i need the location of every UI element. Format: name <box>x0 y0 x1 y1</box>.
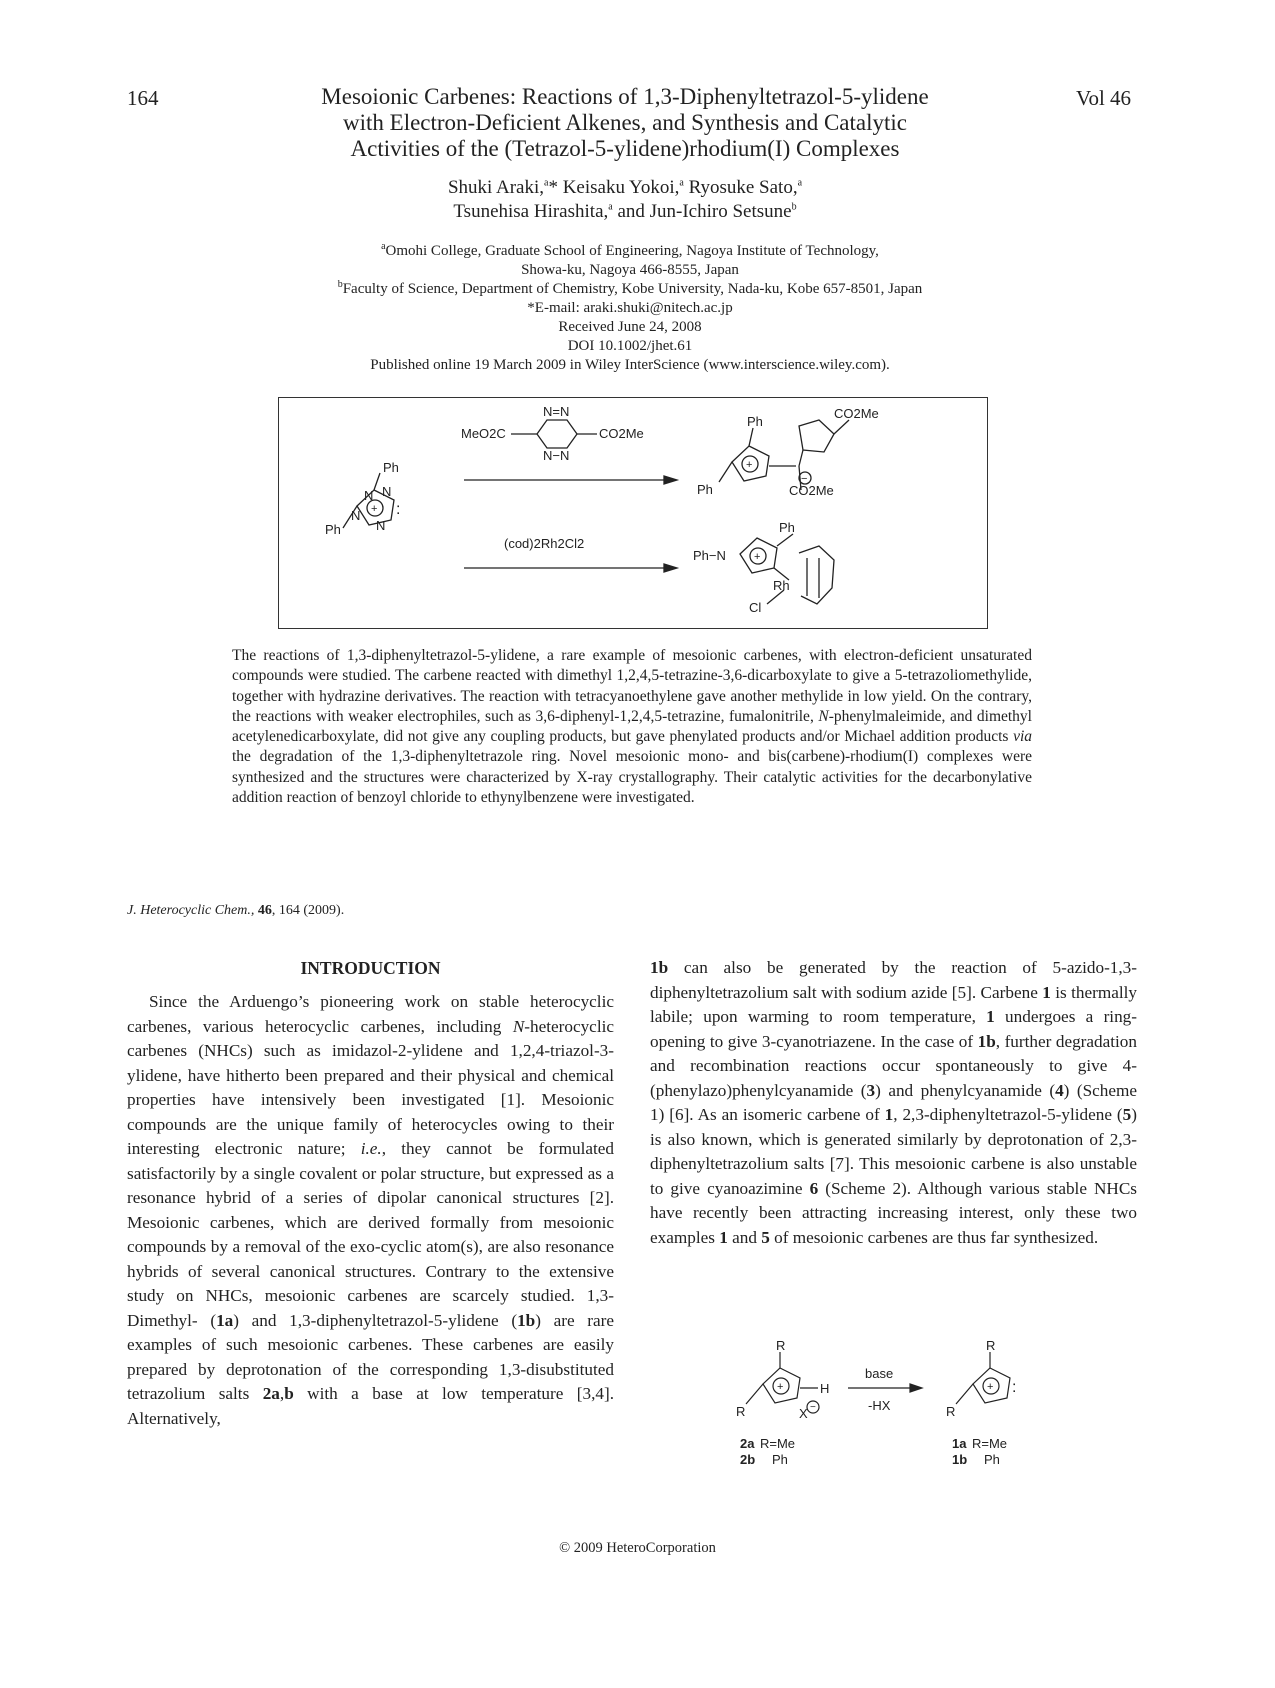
author-name: Tsunehisa Hirashita, <box>453 201 609 222</box>
tetrazine-nn: N=N <box>543 404 570 419</box>
scheme-r: R <box>946 1404 956 1419</box>
affiliation-a-address: Showa-ku, Nagoya 466-8555, Japan <box>521 262 739 278</box>
title-line: with Electron-Deficient Alkenes, and Synthesis and Catalytic <box>343 110 907 135</box>
scheme-1-drawing <box>720 1338 1080 1498</box>
compound-label: 1a <box>952 1436 967 1451</box>
scheme-h: H <box>820 1381 830 1396</box>
copyright-footer: © 2009 HeteroCorporation <box>559 1540 716 1556</box>
charge-plus: + <box>371 503 378 515</box>
scheme-base: base <box>865 1366 894 1381</box>
graphic-ph: Ph <box>325 522 341 537</box>
graphic-n: N <box>364 488 374 503</box>
scheme-1 <box>720 1338 1080 1498</box>
graphic-n: N <box>351 508 361 523</box>
volume-label: Vol 46 <box>1076 86 1132 110</box>
graphic-n: N <box>376 518 386 533</box>
graphical-abstract <box>278 397 988 629</box>
abstract-text: The reactions of 1,3-diphenyltetrazol-5-ylidene, a rare example of mesoionic carbenes, with electron-deficient unsaturated compounds were studied. The carbene reacted with dimethyl 1,2,4,5-tetrazine-3,6-dicarboxylate to give a 5-tetrazoliomethylide, together with hydrazine derivatives. The reaction with tetracyanoethylene gave another methylide in low yield. On the contrary, the reactions with weaker electrophiles, such as 3,6-diphenyl-1,2,4,5-tetrazine, fumalonitrile, N-phenylmaleimide, and dimethyl acetylenedicarboxylate, did not give any coupling products, but gave phenylated products and/or Michael addition products via the degradation of the 1,3-diphenyltetrazole ring. Novel mesoionic mono- and bis(carbene)-rhodium(I) complexes were synthesized and the structures were characterized by X-ray crystallography. Their catalytic activities for the decarbonylative addition reaction of benzoyl chloride to ethynylbenzene were investigated. <box>232 647 1032 807</box>
scheme-r: R <box>736 1404 746 1419</box>
published-note: Published online 19 March 2009 in Wiley InterScience (www.interscience.wiley.com). <box>370 357 890 373</box>
section-heading-introduction: INTRODUCTION <box>300 958 441 978</box>
scheme-r: R <box>986 1338 996 1353</box>
rhodium-atom: Rh <box>773 578 790 593</box>
doi-link[interactable]: DOI 10.1002/jhet.61 <box>567 338 693 354</box>
article-title <box>270 84 980 162</box>
rhodium-reagent: (cod)2Rh2Cl2 <box>504 536 585 551</box>
graphic-ph: Ph <box>747 414 763 429</box>
graphic-ph: Ph <box>383 460 399 475</box>
compound-substituent: Ph <box>984 1452 1000 1467</box>
phenyl-nitrogen: Ph−N <box>693 548 726 563</box>
tetrazine-nn: N−N <box>543 448 570 463</box>
intro-paragraph-continued: 1b can also be generated by the reaction of 5-azido-1,3-diphenyltetrazolium salt with sodium azide [5]. Carbene 1 is thermally labile; upon warming to room temperature, 1 undergoes a ring-opening to give 3-cyanotriazene. In the case of 1b, further degradation and recombination reactions occur spontaneously to give 4-(phenylazo)phenylcyanamide (3) and phenylcyanamide (4) (Scheme 1) [6]. As an isomeric carbene of 1, 2,3-diphenyltetrazol-5-ylidene (5) is also known, which is generated similarly by deprotonation of 2,3-diphenyltetrazolium salts [7]. This mesoionic carbene is also unstable to give cyanoazimine 6 (Scheme 2). Although various stable NHCs have recently been attracting increasing interest, only these two examples 1 and 5 of mesoionic carbenes are thus far synthesized. <box>650 958 1138 1247</box>
author-name: Shuki Araki, <box>447 177 544 198</box>
scheme-r: R <box>776 1338 786 1353</box>
email-link[interactable]: *E-mail: araki.shuki@nitech.ac.jp <box>527 300 733 316</box>
title-line: Activities of the (Tetrazol-5-ylidene)rhodium(I) Complexes <box>350 136 900 161</box>
affiliation-a: Omohi College, Graduate School of Engineering, Nagoya Institute of Technology, <box>385 243 879 259</box>
graphic-n: N <box>382 484 392 499</box>
charge-minus: − <box>801 473 808 485</box>
charge-minus: − <box>810 1402 816 1413</box>
svg-text::: : <box>396 501 401 518</box>
text-column-left <box>127 956 614 1431</box>
scheme-x: X <box>799 1406 808 1421</box>
chlorine-atom: Cl <box>749 600 762 615</box>
charge-plus: + <box>746 459 753 471</box>
cod-ligand <box>799 546 834 604</box>
graphic-ph: Ph <box>779 520 795 535</box>
graphic-ph: Ph <box>697 482 713 497</box>
scheme-hx: -HX <box>868 1398 891 1413</box>
svg-text::: : <box>1012 1379 1017 1396</box>
product-second-ring <box>799 420 834 452</box>
reagent-ester-right: CO2Me <box>599 426 644 441</box>
affiliations: $^a$Omohi College, Graduate School of Engineering, Nagoya Institute of Technology, Showa-ku, Nagoya 466-8555, Japan $^b$Faculty of Science, Department of Chemistry, Kobe University, Nada-ku, Kobe 657-8501, Japan *E-mail: araki.shuki@nitech.ac.jp Received June 24, 2008 DOI 10.1002/jhet.61 Published online 19 March 2009 in Wiley InterScience (www.interscience.wiley.com). <box>200 242 1060 375</box>
author-name: Ryosuke Sato, <box>683 177 798 198</box>
charge-plus: + <box>777 1381 784 1393</box>
received-date: Received June 24, 2008 <box>558 319 702 335</box>
intro-paragraph: Since the Arduengo’s pioneering work on stable heterocyclic carbenes, various heterocyclic carbenes, including N-heterocyclic carbenes (NHCs) such as imidazol-2-ylidene and 1,2,4-triazol-3-ylidene, have hitherto been prepared and their physical and chemical properties have intensively been investigated [1]. Mesoionic compounds are the unique family of heterocycles owing to their interesting electronic nature; i.e., they cannot be formulated satisfactorily by a single covalent or polar structure, but expressed as a resonance hybrid of a series of dipolar canonical structures [2]. Mesoionic carbenes, which are derived formally from mesoionic compounds by a removal of the exo-cyclic atom(s), are also resonance hybrids of several canonical structures. Contrary to the extensive study on NHCs, mesoionic carbenes are scarcely studied. 1,3-Dimethyl- (1a) and 1,3-diphenyltetrazol-5-ylidene (1b) are rare examples of such mesoionic carbenes. These carbenes are easily prepared by deprotonation of the corresponding 1,3-disubstituted tetrazolium salts 2a,b with a base at low temperature [3,4]. Alternatively, <box>127 992 615 1428</box>
author-list: Shuki Araki,$^a$* Keisaku Yokoi,$^a$ Ryosuke Sato,$^a$ Tsunehisa Hirashita,$^a$ and Jun-Ichiro Setsune$^b$ <box>447 177 803 222</box>
author-name: and Jun-Ichiro Setsune <box>612 201 792 222</box>
compound-substituent: Ph <box>772 1452 788 1467</box>
graphical-abstract-scheme <box>279 398 987 628</box>
compound-label: 1b <box>952 1452 968 1467</box>
compound-label: 2b <box>740 1452 756 1467</box>
compound-substituent: R=Me <box>760 1436 796 1451</box>
compound-substituent: R=Me <box>972 1436 1008 1451</box>
journal-citation: J. Heterocyclic Chem., 46, 164 (2009). <box>127 903 345 918</box>
page-number: 164 <box>127 86 159 110</box>
affiliation-b: Faculty of Science, Department of Chemistry, Kobe University, Nada-ku, Kobe 657-8501, Japan <box>342 281 923 297</box>
reagent-ester-left: MeO2C <box>461 426 506 441</box>
tetrazine-ring <box>537 420 577 448</box>
charge-plus: + <box>754 551 761 563</box>
compound-label: 2a <box>740 1436 755 1451</box>
charge-plus: + <box>987 1381 994 1393</box>
title-line: Mesoionic Carbenes: Reactions of 1,3-Diphenyltetrazol-5-ylidene <box>321 84 929 109</box>
text-column-right <box>650 956 1137 1250</box>
author-name: * Keisaku Yokoi, <box>548 177 680 198</box>
graphic-co2me: CO2Me <box>834 406 879 421</box>
graphic-co2me: CO2Me <box>789 483 834 498</box>
